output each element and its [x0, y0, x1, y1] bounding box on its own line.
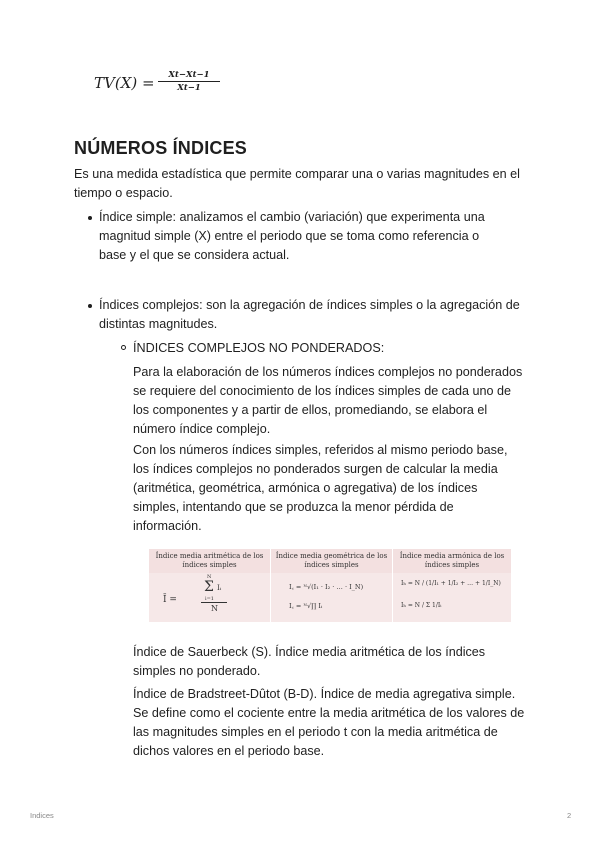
table-cell-harmonic [393, 573, 511, 622]
table-cell-geometric [271, 573, 393, 622]
harm-formula-1: Iₕ = N / (1/I₁ + 1/I₂ + … + 1/I_N) [401, 580, 501, 587]
page-number: 2 [567, 811, 572, 820]
footer-title: Indices [30, 811, 54, 820]
arith-sum-top: N [207, 574, 212, 580]
arith-den: N [211, 604, 218, 613]
section-heading: NÚMEROS ÍNDICES [74, 138, 248, 158]
table-header-harmonic: Índice media armónica de los índices simples [393, 549, 511, 573]
intro-paragraph: Es una medida estadística que permite comparar una o varias magnitudes en el tiempo o espacio. [74, 167, 520, 200]
arith-lhs: Ī = [163, 595, 177, 605]
bullet-simple-index: Índice simple: analizamos el cambio (variación) que experimenta una magnitud simple (X) entre el periodo que se toma como referencia o base y el que se considera actual. [99, 208, 509, 265]
paragraph-simple-indices: Con los números índices simples, referidos al mismo periodo base, los índices complejos no ponderados surgen de calcular la media (aritmética, geométrica, armónica o agregativa) de los índices simples, intentando que se produzca la menor pérdida de información. [133, 443, 508, 533]
formula-numerator: Xt−Xt−1 [158, 70, 220, 82]
table-cell-arithmetic [149, 573, 271, 622]
arith-term: Iᵢ [217, 584, 222, 592]
sub-item-unweighted: ÍNDICES COMPLEJOS NO PONDERADOS: [133, 339, 533, 358]
formula-lhs: TV(X) = [94, 74, 155, 92]
paragraph-sauerbeck: Índice de Sauerbeck (S). Índice media aritmética de los índices simples no ponderado. [133, 645, 486, 678]
geo-formula-2: I꜀ = ᴺ√∏ Iᵢ [289, 602, 323, 610]
variation-rate-formula [94, 66, 234, 100]
table-header-geometric: Índice media geométrica de los índices simples [271, 549, 393, 573]
arith-sum-bottom: i=1 [205, 596, 214, 602]
paragraph-elaboration: Para la elaboración de los números índices complejos no ponderados se requiere del conocimiento de los índices simples de cada uno de los componentes y a partir de ellos, promediando, se elabora el número índice complejo. [133, 365, 523, 436]
bullet-complex-index: Índices complejos: son la agregación de índices simples o la agregación de distintas magnitudes. [99, 296, 529, 334]
formula-fraction [158, 70, 220, 93]
formula-denominator: Xt−1 [177, 83, 201, 93]
index-means-table [149, 549, 511, 622]
table-header-arithmetic: Índice media aritmética de los índices simples [149, 549, 271, 573]
geo-formula-1: I꜀ = ᴺ√(I₁ · I₂ · … · I_N) [289, 583, 364, 591]
harm-formula-2: Iₕ = N / Σ 1/Iᵢ [401, 602, 442, 609]
arith-fraction-bar [201, 602, 227, 603]
paragraph-bradstreet-dutot: Índice de Bradstreet-Dûtot (B-D). Índice de media agregativa simple. Se define como el cociente entre la media aritmética de los valores de las magnitudes simples en el periodo t con la media aritmética de dichos valores en el periodo base. [133, 687, 525, 758]
arith-sum-symbol: Σ [204, 579, 214, 595]
